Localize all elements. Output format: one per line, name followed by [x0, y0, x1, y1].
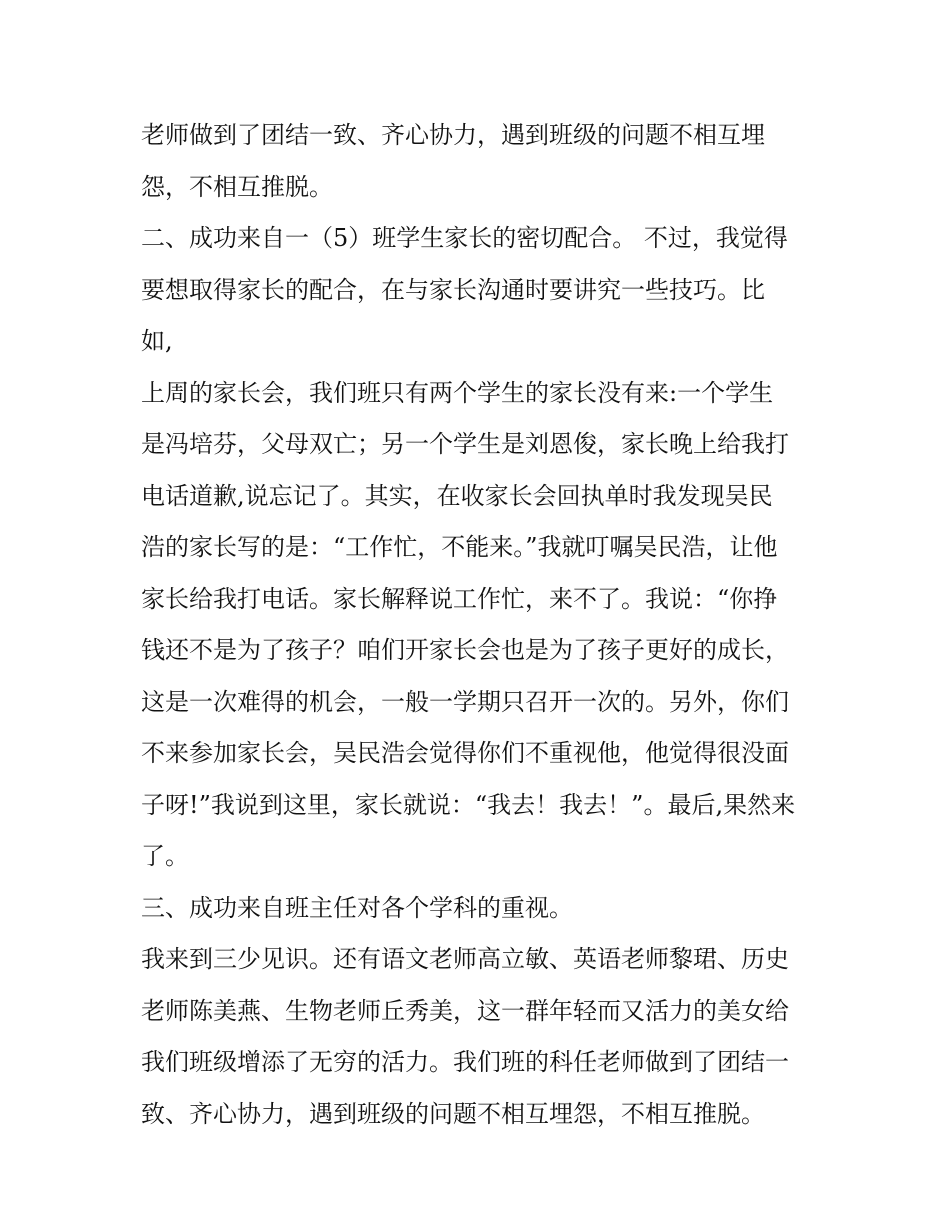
text-line: 电话道歉,说忘记了。其实，在收家长会回执单时我发现吴民 — [141, 481, 773, 510]
text-line: 子呀!”我说到这里，家长就说：“我去！我去！”。最后,果然来 — [141, 790, 796, 819]
text-line: 这是一次难得的机会，一般一学期只召开一次的。另外，你们 — [141, 687, 789, 716]
text-line: 要想取得家长的配合，在与家长沟通时要讲究一些技巧。比 — [141, 275, 765, 304]
body-text — [141, 110, 821, 1140]
section-heading-line: 三、成功来自班主任对各个学科的重视。 — [141, 893, 573, 922]
text-line: 我来到三少见识。还有语文老师高立敏、英语老师黎珺、历史 — [141, 945, 789, 973]
text-line: 了。 — [141, 842, 189, 870]
text-line: 怨，不相互推脱。 — [141, 172, 333, 201]
text-line: 上周的家长会，我们班只有两个学生的家长没有来:一个学生 — [141, 378, 774, 407]
text-line: 老师陈美燕、生物老师丘秀美，这一群年轻而又活力的美女给 — [141, 996, 789, 1025]
text-line: 致、齐心协力，遇到班级的问题不相互埋怨，不相互推脱。 — [141, 1099, 765, 1128]
text-line: 家长给我打电话。家长解释说工作忙，来不了。我说：“你挣 — [141, 584, 778, 613]
section-heading-line: 二、成功来自一（5）班学生家长的密切配合。 不过，我觉得 — [141, 224, 788, 252]
text-line: 钱还不是为了孩子？咱们开家长会也是为了孩子更好的成长， — [141, 636, 789, 664]
text-line: 老师做到了团结一致、齐心协力，遇到班级的问题不相互埋 — [141, 121, 765, 149]
text-line: 如, — [141, 327, 173, 355]
text-line: 不来参加家长会，吴民浩会觉得你们不重视他，他觉得很没面 — [141, 739, 789, 767]
text-line: 是冯培芬，父母双亡；另一个学生是刘恩俊，家长晚上给我打 — [141, 430, 789, 458]
text-line: 我们班级增添了无穷的活力。我们班的科任老师做到了团结一 — [141, 1048, 789, 1076]
text-line: 浩的家长写的是：“工作忙，不能来。”我就叮嘱吴民浩，让他 — [141, 533, 778, 561]
